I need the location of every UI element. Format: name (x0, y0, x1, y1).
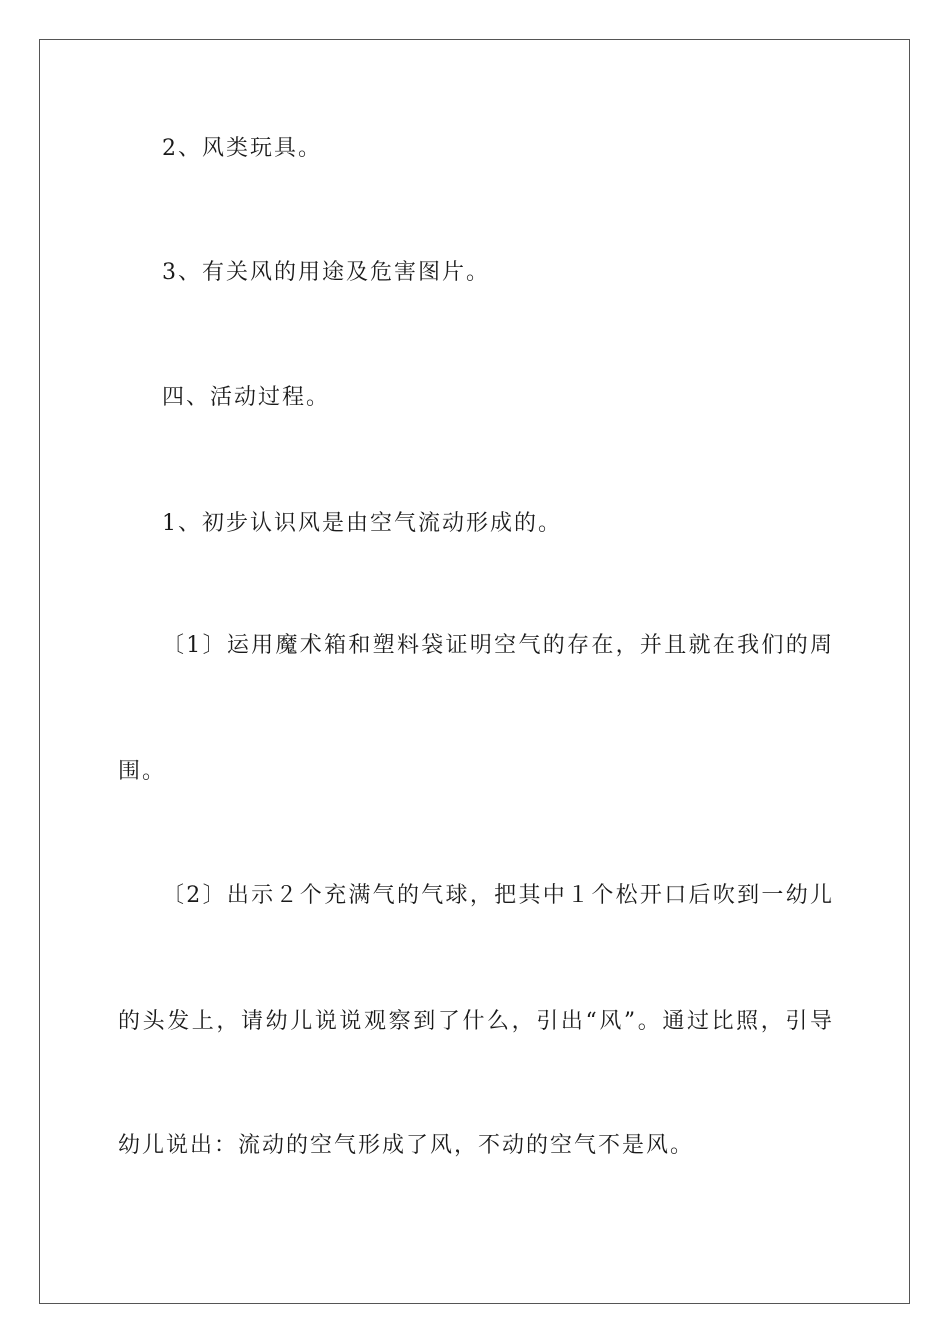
paragraph-line: 围。 (118, 759, 167, 784)
list-item-3: 3、有关风的用途及危害图片。 (162, 260, 490, 285)
list-item-2: 2、风类玩具。 (162, 136, 322, 161)
page-border (39, 39, 910, 1304)
section-heading: 四、活动过程。 (162, 385, 331, 410)
paragraph-line: 幼儿说出：流动的空气形成了风，不动的空气不是风。 (118, 1133, 695, 1158)
paragraph-line: 〔2〕出示２个充满气的气球，把其中１个松开口后吹到一幼儿 (162, 883, 834, 908)
paragraph-line: 的头发上，请幼儿说说观察到了什么，引出“风”。通过比照，引导 (118, 1009, 834, 1034)
paragraph-line: 〔1〕运用魔术箱和塑料袋证明空气的存在，并且就在我们的周 (162, 633, 834, 658)
step-heading: 1、初步认识风是由空气流动形成的。 (162, 511, 562, 536)
